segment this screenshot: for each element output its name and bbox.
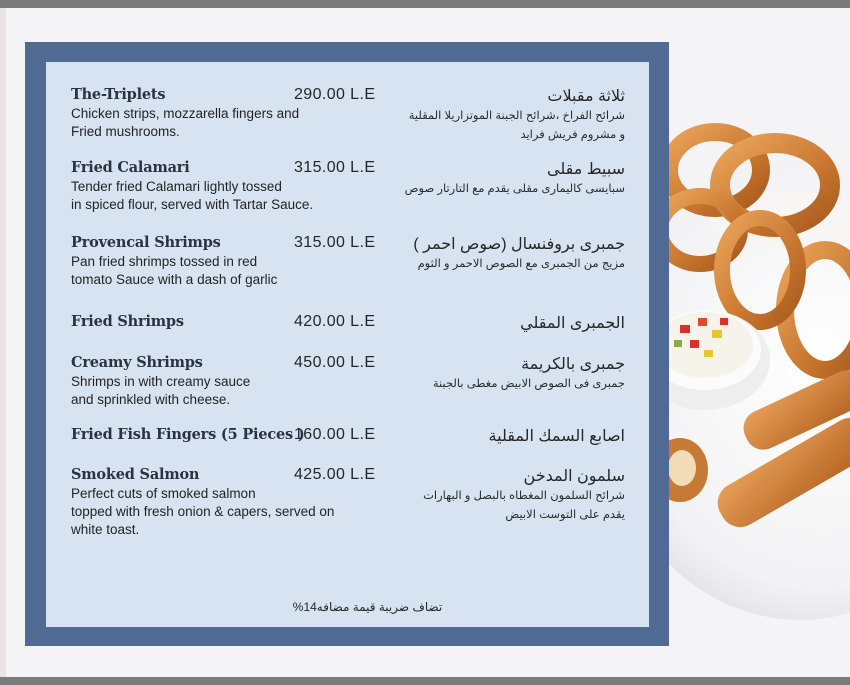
top-border	[0, 0, 850, 8]
item-desc-line: in spiced flour, served with Tartar Sauce.	[71, 197, 314, 212]
item-name-en: Provencal Shrimps	[71, 234, 221, 251]
tax-note: تضاف ضريبة قيمة مضافه14%	[292, 600, 443, 614]
item-desc-ar	[375, 107, 625, 145]
item-name-en: Fried Calamari	[71, 159, 190, 176]
item-desc-ar	[375, 375, 625, 394]
item-desc-en	[71, 178, 391, 214]
item-name-ar: سبيط مقلى	[547, 161, 625, 178]
item-desc-line: مزيج من الجمبرى مع الصوص الاحمر و الثوم	[417, 258, 625, 270]
item-desc-ar	[375, 255, 625, 274]
item-desc-ar	[375, 180, 625, 199]
item-desc-line: topped with fresh onion & capers, served on	[71, 504, 335, 519]
item-desc-line: Pan fried shrimps tossed in red	[71, 254, 258, 269]
item-desc-line: Chicken strips, mozzarella fingers and	[71, 106, 300, 121]
item-desc-line: يقدم على التوست الابيض	[505, 509, 625, 521]
item-price: 420.00 L.E	[294, 313, 376, 330]
item-price: 450.00 L.E	[294, 354, 376, 371]
item-name-ar: جمبرى بروفنسال (صوص احمر )	[413, 236, 625, 253]
menu-panel	[46, 62, 649, 627]
item-desc-en	[71, 485, 391, 539]
item-desc-line: شرائح الفراخ ،شرائح الجبنة الموتزاريلا المقلية	[408, 110, 625, 122]
item-desc-en	[71, 373, 391, 409]
item-name-en: Fried Fish Fingers (5 Pieces )	[71, 426, 305, 443]
item-desc-line: و مشروم فريش فرايد	[520, 129, 625, 141]
item-desc-line: Fried mushrooms.	[71, 124, 180, 139]
menu-frame	[25, 42, 669, 646]
item-desc-line: شرائح السلمون المغطاه بالبصل و البهارات	[423, 490, 625, 502]
bottom-border	[0, 677, 850, 685]
item-desc-line: and sprinkled with cheese.	[71, 392, 231, 407]
item-desc-line: سبايسى كاليمارى مقلى يقدم مع التارتار صوص	[404, 183, 625, 195]
item-name-en: The-Triplets	[71, 86, 166, 103]
item-price: 315.00 L.E	[294, 159, 376, 176]
item-desc-line: Perfect cuts of smoked salmon	[71, 486, 256, 501]
item-name-en: Fried Shrimps	[71, 313, 184, 330]
item-name-ar: سلمون المدخن	[523, 468, 625, 485]
item-desc-line: Tender fried Calamari lightly tossed	[71, 179, 282, 194]
item-price: 425.00 L.E	[294, 466, 376, 483]
item-desc-line: Shrimps in with creamy sauce	[71, 374, 251, 389]
item-desc-line: tomato Sauce with a dash of garlic	[71, 272, 278, 287]
item-name-en: Smoked Salmon	[71, 466, 200, 483]
item-name-ar: جمبرى بالكريمة	[521, 356, 625, 373]
item-desc-ar	[375, 487, 625, 525]
item-desc-en	[71, 105, 391, 141]
item-name-ar: اصابع السمك المقلية	[488, 428, 625, 445]
item-price: 290.00 L.E	[294, 86, 376, 103]
item-price: 160.00 L.E	[294, 426, 376, 443]
item-desc-line: white toast.	[71, 522, 140, 537]
item-name-ar: الجمبرى المقلي	[520, 315, 625, 332]
item-desc-en	[71, 253, 391, 289]
item-name-ar: ثلاثة مقبلات	[547, 88, 625, 105]
left-edge	[0, 8, 6, 677]
item-desc-line: جمبرى فى الصوص الابيض مغطى بالجبنة	[432, 378, 625, 390]
item-name-en: Creamy Shrimps	[71, 354, 203, 371]
item-price: 315.00 L.E	[294, 234, 376, 251]
